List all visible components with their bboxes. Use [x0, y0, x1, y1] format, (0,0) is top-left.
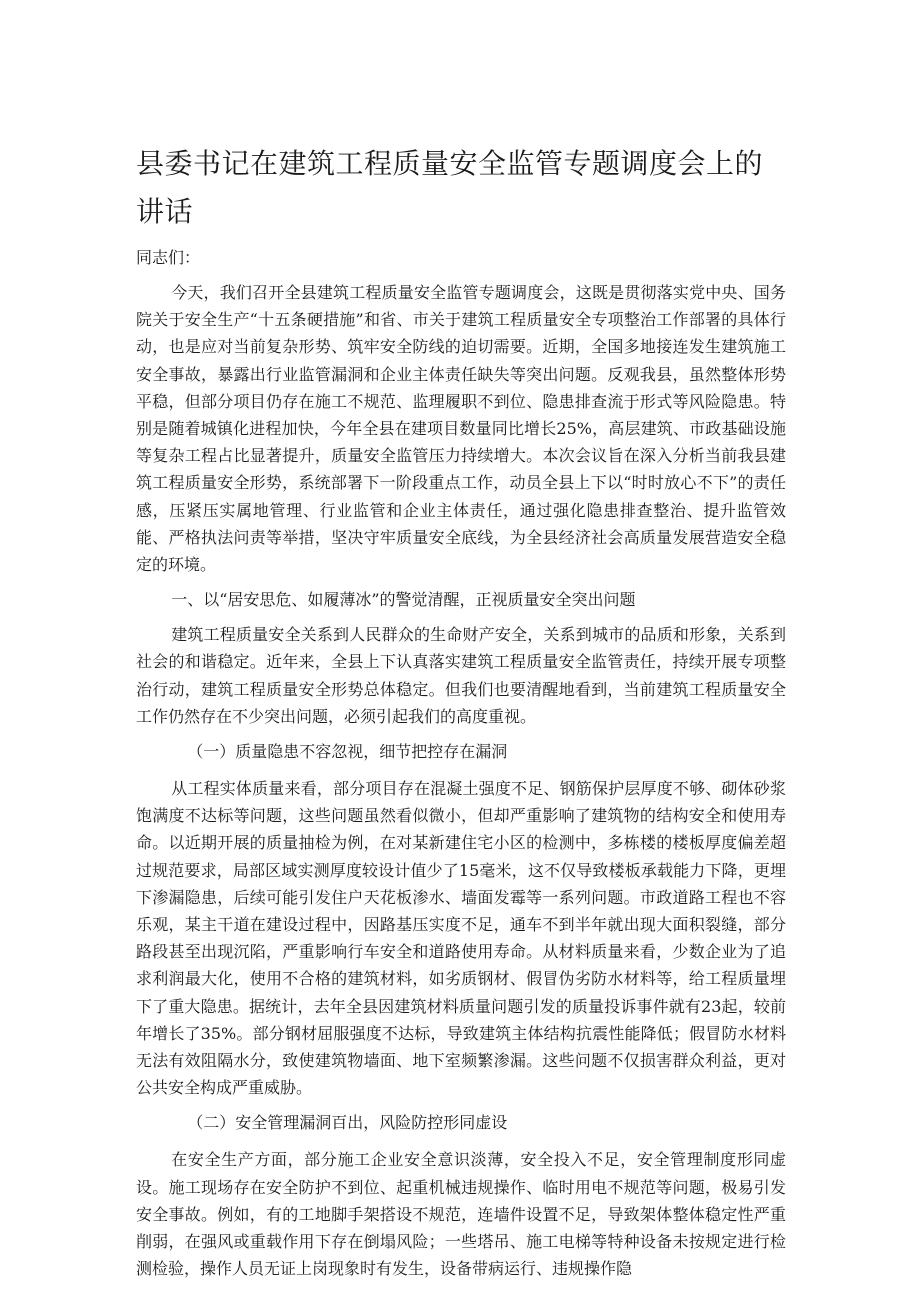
document-title: 县委书记在建筑工程质量安全监管专题调度会上的讲话: [136, 147, 764, 228]
subsection-2-text: 在安全生产方面，部分施工企业安全意识淡薄，安全投入不足，安全管理制度形同虚设。施工现场存在安全防护不到位、起重机械违规操作、临时用电不规范等问题，极易引发安全事故。例如，有的工地脚手架搭设不规范，连墙件设置不足，导致架体整体稳定性严重削弱，在强风或重载作用下存在倒塌风险；一些塔吊、施工电梯等特种设备未按规定进行检测检验，操作人员无证上岗现象时有发生，设备带病运行、违规操作隐: [136, 1150, 786, 1279]
subsection-2-heading: （二）安全管理漏洞百出，风险防控形同虚设: [187, 1113, 508, 1133]
section-1-intro: 建筑工程质量安全关系到人民群众的生命财产安全，关系到城市的品质和形象，关系到社会的和谐稳定。近年来，全县上下认真落实建筑工程质量安全监管责任，持续开展专项整治行动，建筑工程质量安全形势总体稳定。但我们也要清醒地看到，当前建筑工程质量安全工作仍然存在不少突出问题，必须引起我们的高度重视。: [136, 625, 786, 726]
subsection-1-heading: （一）质量隐患不容忽视，细节把控存在漏洞: [187, 742, 508, 762]
salutation: 同志们：: [136, 248, 201, 267]
subsection-1-text: 从工程实体质量来看，部分项目存在混凝土强度不足、钢筋保护层厚度不够、砌体砂浆饱满度不达标等问题，这些问题虽然看似微小，但却严重影响了建筑物的结构安全和使用寿命。以近期开展的质量抽检为例，在对某新建住宅小区的检测中，多栋楼的楼板厚度偏差超过规范要求，局部区域实测厚度较设计值少了15毫米，这不仅导致楼板承载能力下降，更埋下渗漏隐患，后续可能引发住户天花板渗水、墙面发霉等一系列问题。市政道路工程也不容乐观，某主干道在建设过程中，因路基压实度不足，通车不到半年就出现大面积裂缝，部分路段甚至出现沉陷，严重影响行车安全和道路使用寿命。从材料质量来看，少数企业为了追求利润最大化，使用不合格的建筑材料，如劣质钢材、假冒伪劣防水材料等，给工程质量埋下了重大隐患。据统计，去年全县因建筑材料质量问题引发的质量投诉事件就有23起，较前年增长了35%。部分钢材屈服强度不达标，导致建筑主体结构抗震性能降低；假冒防水材料无法有效阻隔水分，致使建筑物墙面、地下室频繁渗漏。这些问题不仅损害群众利益，更对公共安全构成严重威胁。: [136, 779, 786, 1098]
section-1-heading: 一、以“居安思危、如履薄冰”的警觉清醒，正视质量安全突出问题: [171, 590, 636, 610]
opening-paragraph: 今天，我们召开全县建筑工程质量安全监管专题调度会，这既是贯彻落实党中央、国务院关于安全生产“十五条硬措施”和省、市关于建筑工程质量安全专项整治工作部署的具体行动，也是应对当前复杂形势、筑牢安全防线的迫切需要。近期，全国多地接连发生建筑施工安全事故，暴露出行业监管漏洞和企业主体责任缺失等突出问题。反观我县，虽然整体形势平稳，但部分项目仍存在施工不规范、监理履职不到位、隐患排查流于形式等风险隐患。特别是随着城镇化进程加快，今年全县在建项目数量同比增长25%，高层建筑、市政基础设施等复杂工程占比显著提升，质量安全监管压力持续增大。本次会议旨在深入分析当前我县建筑工程质量安全形势，系统部署下一阶段重点工作，动员全县上下以“时时放心不下”的责任感，压紧压实属地管理、行业监管和企业主体责任，通过强化隐患排查整治、提升监管效能、严格执法问责等举措，坚决守牢质量安全底线，为全县经济社会高质量发展营造安全稳定的环境。: [136, 283, 786, 575]
document-page: [136, 140, 786, 1291]
